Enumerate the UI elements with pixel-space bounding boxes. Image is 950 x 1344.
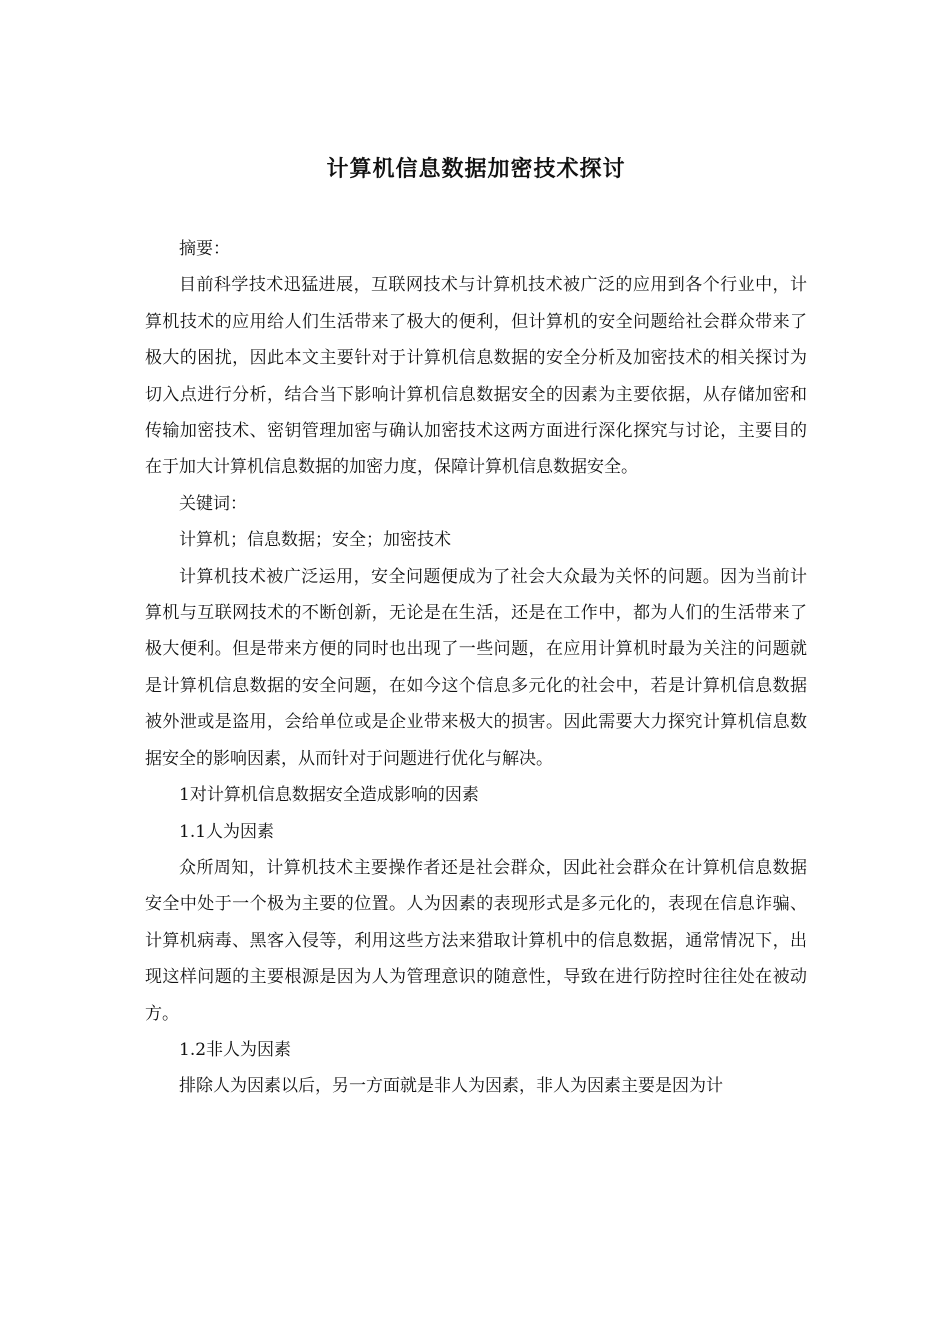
abstract-paragraph: 目前科学技术迅猛进展，互联网技术与计算机技术被广泛的应用到各个行业中，计算机技术的应用给人们生活带来了极大的便利，但计算机的安全问题给社会群众带来了极大的困扰，因此本文主要针对于计算机信息数据的安全分析及加密技术的相关探讨为切入点进行分析，结合当下影响计算机信息数据安全的因素为主要依据，从存储加密和传输加密技术、密钥管理加密与确认加密技术这两方面进行深化探究与讨论，主要目的在于加大计算机信息数据的加密力度，保障计算机信息数据安全。	[145, 275, 807, 478]
intro-paragraph: 计算机技术被广泛运用，安全问题便成为了社会大众最为关怀的问题。因为当前计算机与互联网技术的不断创新，无论是在生活，还是在工作中，都为人们的生活带来了极大便利。但是带来方便的同时也出现了一些问题，在应用计算机时最为关注的问题就是计算机信息数据的安全问题，在如今这个信息多元化的社会中，若是计算机信息数据被外泄或是盗用，会给单位或是企业带来极大的损害。因此需要大力探究计算机信息数据安全的影响因素，从而针对于问题进行优化与解决。	[145, 566, 807, 769]
keywords-label: 关键词：	[179, 493, 247, 514]
keywords-text: 计算机；信息数据；安全；加密技术	[179, 530, 451, 551]
section-1-2-paragraph: 排除人为因素以后，另一方面就是非人为因素，非人为因素主要是因为计	[179, 1076, 723, 1097]
section-heading-1: 1对计算机信息数据安全造成影响的因素	[179, 785, 479, 806]
section-heading-1-1: 1.1人为因素	[179, 821, 275, 842]
document-page	[145, 0, 807, 1344]
document-body	[145, 231, 807, 1105]
section-heading-1-2: 1.2非人为因素	[179, 1039, 292, 1060]
section-1-1-paragraph: 众所周知，计算机技术主要操作者还是社会群众，因此社会群众在计算机信息数据安全中处于一个极为主要的位置。人为因素的表现形式是多元化的，表现在信息诈骗、计算机病毒、黑客入侵等，利用这些方法来猎取计算机中的信息数据，通常情况下，出现这样问题的主要根源是因为人为管理意识的随意性，导致在进行防控时往往处在被动方。	[145, 857, 807, 1024]
abstract-label: 摘要：	[179, 239, 230, 259]
document-title: 计算机信息数据加密技术探讨	[326, 157, 626, 182]
